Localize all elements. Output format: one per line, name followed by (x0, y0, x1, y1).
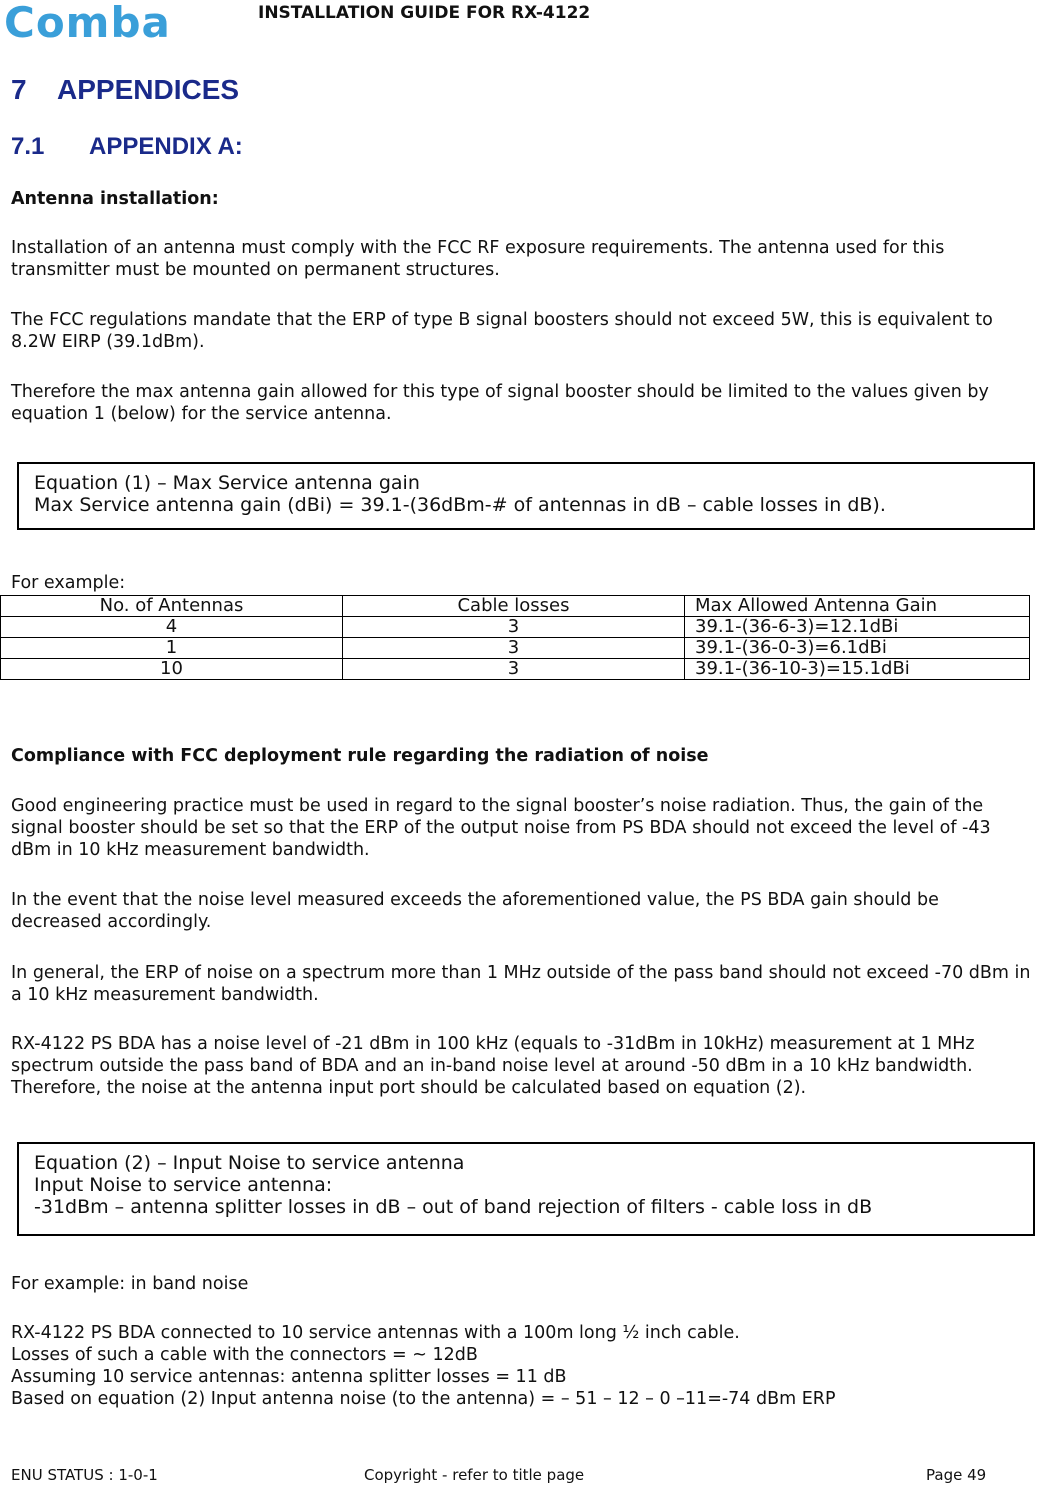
cell-antennas: 1 (1, 638, 343, 659)
subsection-number: 7.1 (11, 133, 45, 160)
cell-antennas: 10 (1, 659, 343, 680)
antenna-installation-heading: Antenna installation: (11, 189, 219, 209)
section-heading (11, 74, 239, 106)
equation-1-formula: Max Service antenna gain (dBi) = 39.1-(36dBm-# of antennas in dB – cable losses in dB). (34, 494, 886, 516)
paragraph-erp-noise: In general, the ERP of noise on a spectrum more than 1 MHz outside of the pass band should not exceed -70 dBm in a 10 kHz measurement bandwidth. (11, 963, 1031, 1005)
example-2-label: For example: in band noise (11, 1274, 249, 1294)
section-title: APPENDICES (57, 74, 240, 105)
paragraph-rf-exposure: Installation of an antenna must comply with the FCC RF exposure requirements. The antenna used for this transmitter must be mounted on permanent structures. (11, 238, 945, 280)
cell-antennas: 4 (1, 617, 343, 638)
antenna-gain-table (0, 595, 1030, 680)
cell-max-gain: 39.1-(36-0-3)=6.1dBi (685, 638, 1030, 659)
equation-1-box (17, 462, 1035, 530)
subsection-heading (11, 133, 243, 161)
paragraph-fcc-erp: The FCC regulations mandate that the ERP of type B signal boosters should not exceed 5W, this is equivalent to 8.2W EIRP (39.1dBm). (11, 310, 993, 352)
example-2-line: Based on equation (2) Input antenna noise (to the antenna) = – 51 – 12 – 0 –11=-74 dBm ERP (11, 1389, 836, 1409)
cell-cable-losses: 3 (343, 617, 685, 638)
document-title: INSTALLATION GUIDE FOR RX-4122 (258, 3, 591, 23)
cell-max-gain: 39.1-(36-10-3)=15.1dBi (685, 659, 1030, 680)
paragraph-max-gain: Therefore the max antenna gain allowed for this type of signal booster should be limited to the values given by equation 1 (below) for the service antenna. (11, 382, 989, 424)
table-row (1, 617, 1030, 638)
paragraph-noise-level: RX-4122 PS BDA has a noise level of -21 dBm in 100 kHz (equals to -31dBm in 10kHz) measurement at 1 MHz spectrum outside the pass band of BDA and an in-band noise level at around -50 dBm in a 10 kHz bandwidth. Therefore, the noise at the antenna input port should be calculated based on equation (2). (11, 1034, 975, 1098)
footer-page-number: Page 49 (926, 1466, 987, 1484)
section-number: 7 (11, 74, 27, 105)
example-2-line: RX-4122 PS BDA connected to 10 service antennas with a 100m long ½ inch cable. (11, 1323, 740, 1343)
comba-logo: Comba (4, 0, 171, 47)
equation-2-box (17, 1142, 1035, 1236)
table-header-row (1, 596, 1030, 617)
equation-2-title: Equation (2) – Input Noise to service antenna (34, 1152, 465, 1174)
cell-cable-losses: 3 (343, 659, 685, 680)
table-row (1, 638, 1030, 659)
example-2-block (11, 1322, 1031, 1410)
example-2-line: Assuming 10 service antennas: antenna splitter losses = 11 dB (11, 1367, 567, 1387)
compliance-heading: Compliance with FCC deployment rule regarding the radiation of noise (11, 746, 709, 766)
example-2-line: Losses of such a cable with the connectors = ~ 12dB (11, 1345, 478, 1365)
equation-1-title: Equation (1) – Max Service antenna gain (34, 472, 420, 494)
table-row (1, 659, 1030, 680)
header-no-of-antennas: No. of Antennas (1, 596, 343, 617)
cell-cable-losses: 3 (343, 638, 685, 659)
header-max-gain: Max Allowed Antenna Gain (685, 596, 1030, 617)
example-label: For example: (11, 573, 126, 593)
equation-2-subtitle: Input Noise to service antenna: (34, 1174, 333, 1196)
header-cable-losses: Cable losses (343, 596, 685, 617)
footer-status: ENU STATUS : 1-0-1 (11, 1466, 158, 1484)
equation-2-formula: -31dBm – antenna splitter losses in dB – out of band rejection of filters - cable loss in dB (34, 1196, 873, 1218)
paragraph-gain-decrease: In the event that the noise level measured exceeds the aforementioned value, the PS BDA gain should be decreased accordingly. (11, 890, 939, 932)
subsection-title: APPENDIX A: (89, 133, 243, 160)
footer-copyright: Copyright - refer to title page (364, 1466, 585, 1484)
cell-max-gain: 39.1-(36-6-3)=12.1dBi (685, 617, 1030, 638)
paragraph-noise-radiation: Good engineering practice must be used in regard to the signal booster’s noise radiation. Thus, the gain of the signal booster should be set so that the ERP of the output noise from PS BDA should not exceed the level of -43 dBm in 10 kHz measurement bandwidth. (11, 796, 991, 860)
